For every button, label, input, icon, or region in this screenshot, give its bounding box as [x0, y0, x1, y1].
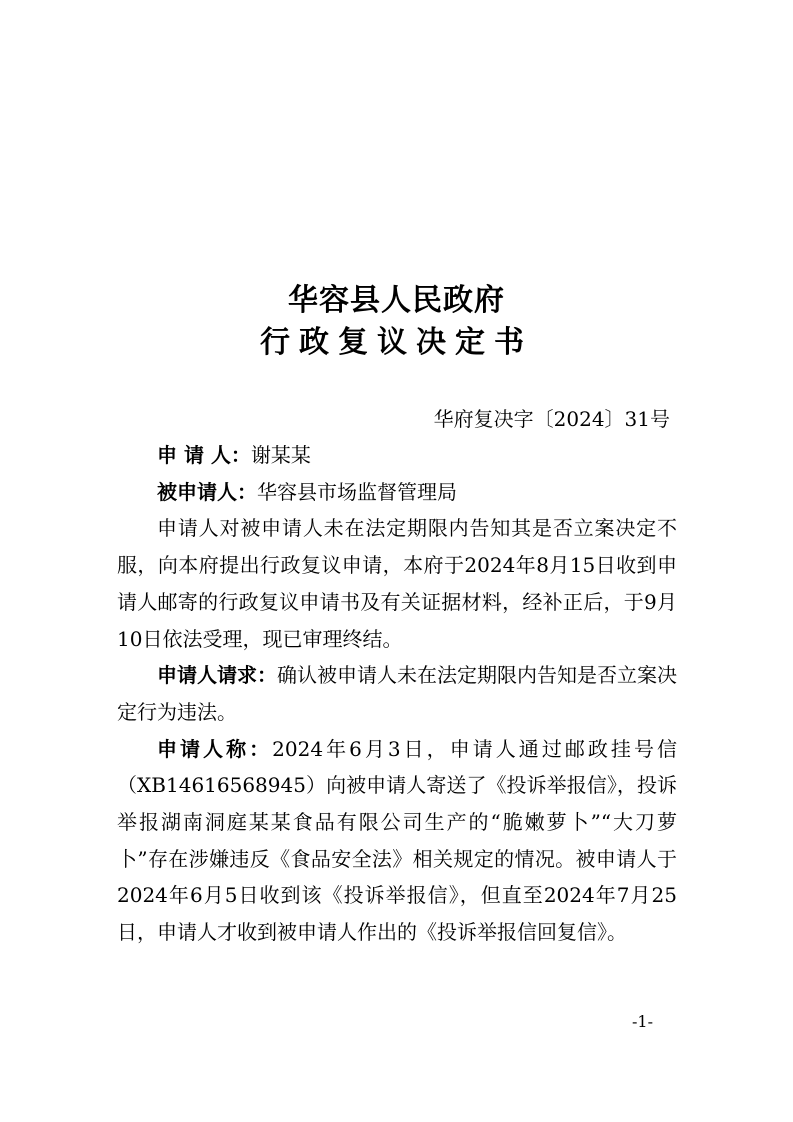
- document-subtitle: 行政复议决定书: [260, 325, 533, 360]
- page-number: -1-: [632, 1012, 653, 1031]
- document-title: 华容县人民政府: [288, 283, 505, 318]
- document-body: [117, 437, 677, 951]
- claim-label: 申请人称：: [157, 736, 273, 761]
- claim-text: 2024年6月3日，申请人通过邮政挂号信（XB14616568945）向被申请人寄送了《投诉举报信》，投诉举报湖南洞庭某某食品有限公司生产的“脆嫩萝卜”“大刀萝卜”存在涉嫌违反《食品安全法》相关规定的情况。被申请人于2024年6月5日收到该《投诉举报信》，但直至2024年7月25日，申请人才收到被申请人作出的《投诉举报信回复信》。: [117, 736, 677, 945]
- request-text: 确认被申请人未在法定期限内告知是否立案决定行为违法。: [117, 663, 677, 724]
- applicant-label: 申 请 人：: [157, 443, 251, 467]
- claim-paragraph: [117, 731, 677, 951]
- applicant-name: 谢某某: [250, 443, 311, 467]
- document-number: 华府复决字〔2024〕31号: [433, 407, 670, 431]
- respondent-name: 华容县市场监督管理局: [257, 479, 457, 504]
- respondent-line: [117, 474, 677, 511]
- request-label: 申请人请求：: [157, 663, 277, 688]
- request-paragraph: [117, 657, 677, 730]
- applicant-line: [117, 437, 677, 474]
- intro-paragraph: 申请人对被申请人未在法定期限内告知其是否立案决定不服，向本府提出行政复议申请，本府于2024年8月15日收到申请人邮寄的行政复议申请书及有关证据材料，经补正后，于9月10日依法受理，现已审理终结。: [117, 516, 677, 651]
- respondent-label: 被申请人：: [157, 479, 257, 504]
